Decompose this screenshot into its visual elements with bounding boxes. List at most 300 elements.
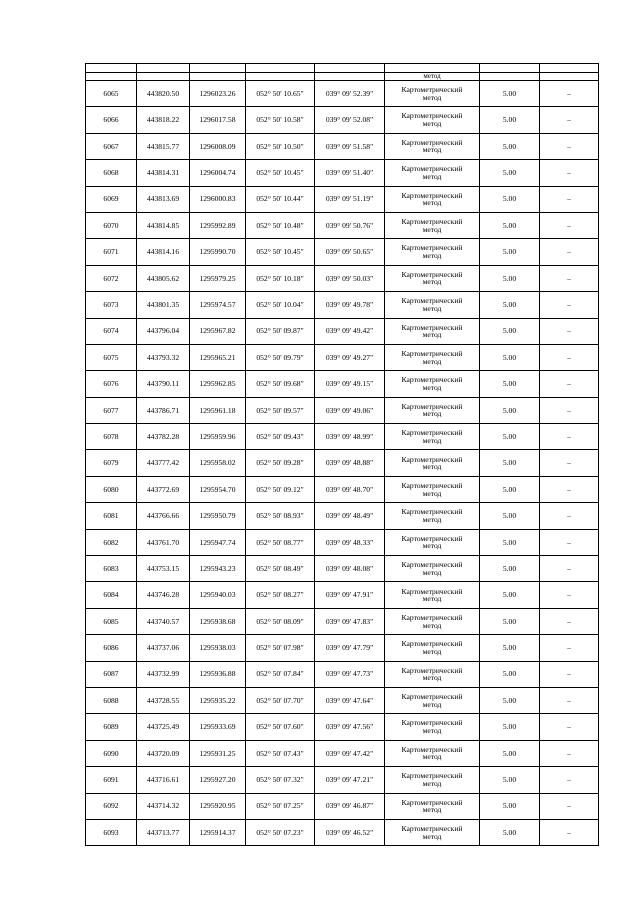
coord-x-cell: 443740.57 (137, 608, 190, 634)
method-line-2: метод (422, 646, 442, 656)
accuracy-cell: 5.00 (480, 239, 540, 265)
method-line-1: Картометрический (401, 269, 463, 279)
note-cell: – (540, 556, 599, 582)
note-cell: – (540, 186, 599, 212)
method-line-2: метод (422, 330, 442, 340)
method-line-1: Картометрический (401, 718, 463, 728)
note-cell: – (540, 740, 599, 766)
method-line-2: метод (422, 778, 442, 788)
accuracy-cell: 5.00 (480, 450, 540, 476)
method-line-2: метод (422, 699, 442, 709)
latitude-cell: 052° 50' 10.58" (246, 107, 315, 133)
table-row (86, 318, 599, 344)
coord-y-cell: 1296017.58 (190, 107, 246, 133)
coord-x-cell: 443777.42 (137, 450, 190, 476)
method-line-1: Картометрический (401, 428, 463, 438)
coord-y-cell: 1295967.82 (190, 318, 246, 344)
method-line-1: Картометрический (401, 454, 463, 464)
point-number-cell: 6088 (86, 687, 137, 713)
latitude-cell: 052° 50' 07.43" (246, 740, 315, 766)
point-number-cell: 6069 (86, 186, 137, 212)
method-line-2: метод (422, 251, 442, 261)
longitude-cell: 039° 09' 49.15" (315, 371, 385, 397)
method-cell (385, 186, 480, 212)
longitude-cell: 039° 09' 49.27" (315, 344, 385, 370)
point-number-cell: 6071 (86, 239, 137, 265)
method-cell (385, 529, 480, 555)
note-cell: – (540, 503, 599, 529)
method-line-1: Картометрический (401, 401, 463, 411)
method-line-1: Картометрический (401, 480, 463, 490)
method-line-1: Картометрический (401, 639, 463, 649)
longitude-cell: 039° 09' 47.73" (315, 661, 385, 687)
method-line-2: метод (422, 409, 442, 419)
method-cell (385, 687, 480, 713)
table-row (86, 212, 599, 238)
accuracy-cell: 5.00 (480, 107, 540, 133)
coord-y-cell: 1295974.57 (190, 292, 246, 318)
method-line-1: Картометрический (401, 375, 463, 385)
longitude-cell: 039° 09' 51.40" (315, 160, 385, 186)
longitude-cell: 039° 09' 52.39" (315, 81, 385, 107)
point-number-cell: 6086 (86, 635, 137, 661)
method-line-2: метод (422, 541, 442, 551)
accuracy-cell: 5.00 (480, 661, 540, 687)
method-cell (385, 503, 480, 529)
method-line-2: метод (422, 726, 442, 736)
method-cell (385, 160, 480, 186)
method-line-2: метод (422, 198, 442, 208)
note-cell: – (540, 107, 599, 133)
longitude-cell: 039° 09' 48.99" (315, 424, 385, 450)
accuracy-cell: 5.00 (480, 397, 540, 423)
note-cell: – (540, 318, 599, 344)
coord-y-cell: 1295938.68 (190, 608, 246, 634)
method-line-2: метод (422, 462, 442, 472)
method-cell (385, 265, 480, 291)
longitude-cell: 039° 09' 49.06" (315, 397, 385, 423)
table-row (86, 133, 599, 159)
coord-x-cell: 443766.66 (137, 503, 190, 529)
coord-y-cell: 1295938.03 (190, 635, 246, 661)
table-header-row (86, 64, 599, 73)
point-number-cell: 6067 (86, 133, 137, 159)
point-number-cell: 6065 (86, 81, 137, 107)
note-cell: – (540, 424, 599, 450)
method-cell (385, 767, 480, 793)
table-row (86, 81, 599, 107)
accuracy-cell: 5.00 (480, 635, 540, 661)
accuracy-cell: 5.00 (480, 133, 540, 159)
point-number-cell: 6082 (86, 529, 137, 555)
longitude-cell: 039° 09' 48.88" (315, 450, 385, 476)
longitude-cell: 039° 09' 47.83" (315, 608, 385, 634)
accuracy-cell: 5.00 (480, 292, 540, 318)
latitude-cell: 052° 50' 09.57" (246, 397, 315, 423)
coord-y-cell: 1296023.26 (190, 81, 246, 107)
method-cell (385, 107, 480, 133)
method-cell (385, 740, 480, 766)
latitude-cell: 052° 50' 07.32" (246, 767, 315, 793)
latitude-cell: 052° 50' 07.25" (246, 793, 315, 819)
coord-x-cell: 443814.85 (137, 212, 190, 238)
method-cell (385, 292, 480, 318)
coord-y-cell: 1295961.18 (190, 397, 246, 423)
note-cell: – (540, 212, 599, 238)
method-line-1: Картометрический (401, 243, 463, 253)
coord-x-cell: 443786.71 (137, 397, 190, 423)
latitude-cell: 052° 50' 08.93" (246, 503, 315, 529)
continuation-cell (190, 73, 246, 81)
latitude-cell: 052° 50' 07.70" (246, 687, 315, 713)
longitude-cell: 039° 09' 47.21" (315, 767, 385, 793)
table-row (86, 687, 599, 713)
coord-y-cell: 1295943.23 (190, 556, 246, 582)
latitude-cell: 052° 50' 10.45" (246, 239, 315, 265)
coord-x-cell: 443732.99 (137, 661, 190, 687)
latitude-cell: 052° 50' 09.43" (246, 424, 315, 450)
coord-y-cell: 1295954.70 (190, 476, 246, 502)
coord-x-cell: 443746.28 (137, 582, 190, 608)
accuracy-cell: 5.00 (480, 714, 540, 740)
latitude-cell: 052° 50' 10.18" (246, 265, 315, 291)
method-cell (385, 635, 480, 661)
point-number-cell: 6085 (86, 608, 137, 634)
longitude-cell: 039° 09' 51.58" (315, 133, 385, 159)
note-cell: – (540, 397, 599, 423)
method-line-2: метод (422, 224, 442, 234)
method-line-1: Картометрический (401, 322, 463, 332)
point-number-cell: 6081 (86, 503, 137, 529)
method-cell (385, 556, 480, 582)
note-cell: – (540, 476, 599, 502)
longitude-cell: 039° 09' 50.76" (315, 212, 385, 238)
method-cell (385, 212, 480, 238)
table-row (86, 635, 599, 661)
method-cell (385, 476, 480, 502)
method-cell (385, 450, 480, 476)
accuracy-cell: 5.00 (480, 212, 540, 238)
point-number-cell: 6076 (86, 371, 137, 397)
table-row (86, 582, 599, 608)
table-row (86, 503, 599, 529)
method-line-1: Картометрический (401, 533, 463, 543)
method-line-2: метод (422, 356, 442, 366)
point-number-cell: 6084 (86, 582, 137, 608)
point-number-cell: 6068 (86, 160, 137, 186)
accuracy-cell: 5.00 (480, 529, 540, 555)
coord-x-cell: 443737.06 (137, 635, 190, 661)
method-line-2: метод (422, 171, 442, 181)
coord-x-cell: 443820.50 (137, 81, 190, 107)
note-cell: – (540, 450, 599, 476)
header-cell (137, 64, 190, 73)
method-line-2: метод (422, 435, 442, 445)
coord-x-cell: 443772.69 (137, 476, 190, 502)
method-line-1: Картометрический (401, 771, 463, 781)
accuracy-cell: 5.00 (480, 476, 540, 502)
accuracy-cell: 5.00 (480, 740, 540, 766)
point-number-cell: 6066 (86, 107, 137, 133)
point-number-cell: 6077 (86, 397, 137, 423)
coord-x-cell: 443713.77 (137, 819, 190, 845)
table-row (86, 714, 599, 740)
note-cell: – (540, 160, 599, 186)
header-cell (315, 64, 385, 73)
coord-y-cell: 1295959.96 (190, 424, 246, 450)
method-line-2: метод (422, 805, 442, 815)
note-cell: – (540, 582, 599, 608)
note-cell: – (540, 793, 599, 819)
accuracy-cell: 5.00 (480, 318, 540, 344)
table-row (86, 371, 599, 397)
table-row (86, 476, 599, 502)
point-number-cell: 6089 (86, 714, 137, 740)
method-line-2: метод (422, 488, 442, 498)
table-row (86, 344, 599, 370)
note-cell: – (540, 687, 599, 713)
latitude-cell: 052° 50' 09.12" (246, 476, 315, 502)
latitude-cell: 052° 50' 07.23" (246, 819, 315, 845)
longitude-cell: 039° 09' 47.79" (315, 635, 385, 661)
table-row (86, 608, 599, 634)
accuracy-cell: 5.00 (480, 687, 540, 713)
note-cell: – (540, 371, 599, 397)
note-cell: – (540, 81, 599, 107)
point-number-cell: 6070 (86, 212, 137, 238)
method-line-1: Картометрический (401, 85, 463, 95)
longitude-cell: 039° 09' 46.87" (315, 793, 385, 819)
point-number-cell: 6087 (86, 661, 137, 687)
header-cell (385, 64, 480, 73)
table-row (86, 107, 599, 133)
table-row (86, 239, 599, 265)
method-line-1: Картометрический (401, 137, 463, 147)
accuracy-cell: 5.00 (480, 81, 540, 107)
coord-y-cell: 1295940.03 (190, 582, 246, 608)
method-line-1: Картометрический (401, 586, 463, 596)
table-row (86, 450, 599, 476)
point-number-cell: 6075 (86, 344, 137, 370)
method-cell (385, 608, 480, 634)
point-number-cell: 6091 (86, 767, 137, 793)
method-cell (385, 81, 480, 107)
coord-x-cell: 443815.77 (137, 133, 190, 159)
accuracy-cell: 5.00 (480, 582, 540, 608)
coord-y-cell: 1295936.88 (190, 661, 246, 687)
method-line-1: Картометрический (401, 824, 463, 834)
continuation-cell (480, 73, 540, 81)
coord-x-cell: 443814.16 (137, 239, 190, 265)
latitude-cell: 052° 50' 10.65" (246, 81, 315, 107)
method-line-2: метод (422, 594, 442, 604)
latitude-cell: 052° 50' 09.87" (246, 318, 315, 344)
coord-x-cell: 443814.31 (137, 160, 190, 186)
coord-x-cell: 443720.09 (137, 740, 190, 766)
longitude-cell: 039° 09' 47.91" (315, 582, 385, 608)
note-cell: – (540, 635, 599, 661)
method-line-1: Картометрический (401, 560, 463, 570)
continuation-method-cell: метод (385, 73, 480, 81)
note-cell: – (540, 608, 599, 634)
accuracy-cell: 5.00 (480, 265, 540, 291)
note-cell: – (540, 529, 599, 555)
method-line-1: Картометрический (401, 217, 463, 227)
point-number-cell: 6079 (86, 450, 137, 476)
header-cell (246, 64, 315, 73)
latitude-cell: 052° 50' 10.45" (246, 160, 315, 186)
method-cell (385, 371, 480, 397)
latitude-cell: 052° 50' 09.79" (246, 344, 315, 370)
note-cell: – (540, 714, 599, 740)
longitude-cell: 039° 09' 50.65" (315, 239, 385, 265)
table-row (86, 424, 599, 450)
method-line-2: метод (422, 831, 442, 841)
coord-y-cell: 1296004.74 (190, 160, 246, 186)
point-number-cell: 6092 (86, 793, 137, 819)
coord-x-cell: 443796.04 (137, 318, 190, 344)
coord-x-cell: 443790.11 (137, 371, 190, 397)
longitude-cell: 039° 09' 50.03" (315, 265, 385, 291)
point-number-cell: 6083 (86, 556, 137, 582)
latitude-cell: 052° 50' 08.09" (246, 608, 315, 634)
accuracy-cell: 5.00 (480, 608, 540, 634)
coord-y-cell: 1295950.79 (190, 503, 246, 529)
table-row (86, 661, 599, 687)
latitude-cell: 052° 50' 09.68" (246, 371, 315, 397)
latitude-cell: 052° 50' 10.50" (246, 133, 315, 159)
method-line-2: метод (422, 92, 442, 102)
latitude-cell: 052° 50' 08.27" (246, 582, 315, 608)
coord-x-cell: 443725.49 (137, 714, 190, 740)
note-cell: – (540, 239, 599, 265)
method-line-1: Картометрический (401, 744, 463, 754)
coord-x-cell: 443782.28 (137, 424, 190, 450)
method-line-2: метод (422, 277, 442, 287)
coordinates-table-body (86, 64, 599, 846)
method-line-2: метод (422, 119, 442, 129)
method-line-1: Картометрический (401, 665, 463, 675)
latitude-cell: 052° 50' 08.49" (246, 556, 315, 582)
note-cell: – (540, 661, 599, 687)
method-cell (385, 397, 480, 423)
coord-x-cell: 443753.15 (137, 556, 190, 582)
method-cell (385, 133, 480, 159)
longitude-cell: 039° 09' 48.70" (315, 476, 385, 502)
table-row (86, 265, 599, 291)
method-cell (385, 582, 480, 608)
method-line-2: метод (422, 620, 442, 630)
method-cell (385, 661, 480, 687)
continuation-cell (540, 73, 599, 81)
table-row (86, 767, 599, 793)
method-line-1: Картометрический (401, 507, 463, 517)
longitude-cell: 039° 09' 52.08" (315, 107, 385, 133)
longitude-cell: 039° 09' 47.64" (315, 687, 385, 713)
longitude-cell: 039° 09' 49.42" (315, 318, 385, 344)
method-line-1: Картометрический (401, 296, 463, 306)
coordinates-table (85, 63, 599, 846)
method-line-2: метод (422, 567, 442, 577)
note-cell: – (540, 767, 599, 793)
table-continuation-row (86, 73, 599, 81)
method-line-1: Картометрический (401, 164, 463, 174)
method-line-1: Картометрический (401, 349, 463, 358)
coord-x-cell: 443805.62 (137, 265, 190, 291)
coord-x-cell: 443716.61 (137, 767, 190, 793)
note-cell: – (540, 819, 599, 845)
method-line-1: Картометрический (401, 111, 463, 121)
coord-x-cell: 443714.32 (137, 793, 190, 819)
accuracy-cell: 5.00 (480, 371, 540, 397)
longitude-cell: 039° 09' 49.78" (315, 292, 385, 318)
coord-y-cell: 1295927.20 (190, 767, 246, 793)
point-number-cell: 6080 (86, 476, 137, 502)
table-row (86, 819, 599, 845)
latitude-cell: 052° 50' 10.04" (246, 292, 315, 318)
method-line-2: метод (422, 673, 442, 683)
coord-y-cell: 1295992.89 (190, 212, 246, 238)
table-row (86, 793, 599, 819)
table-row (86, 186, 599, 212)
coord-y-cell: 1295933.69 (190, 714, 246, 740)
table-row (86, 397, 599, 423)
accuracy-cell: 5.00 (480, 819, 540, 845)
point-number-cell: 6072 (86, 265, 137, 291)
longitude-cell: 039° 09' 51.19" (315, 186, 385, 212)
coord-y-cell: 1295947.74 (190, 529, 246, 555)
table-row (86, 529, 599, 555)
accuracy-cell: 5.00 (480, 556, 540, 582)
coord-y-cell: 1295979.25 (190, 265, 246, 291)
latitude-cell: 052° 50' 09.28" (246, 450, 315, 476)
table-row (86, 556, 599, 582)
note-cell: – (540, 344, 599, 370)
coord-y-cell: 1295958.02 (190, 450, 246, 476)
method-line-1: Картометрический (401, 797, 463, 807)
accuracy-cell: 5.00 (480, 424, 540, 450)
latitude-cell: 052° 50' 07.98" (246, 635, 315, 661)
method-line-2: метод (422, 145, 442, 155)
accuracy-cell: 5.00 (480, 793, 540, 819)
latitude-cell: 052° 50' 10.48" (246, 212, 315, 238)
latitude-cell: 052° 50' 07.84" (246, 661, 315, 687)
method-line-2: метод (422, 303, 442, 313)
method-cell (385, 714, 480, 740)
coord-y-cell: 1296008.09 (190, 133, 246, 159)
point-number-cell: 6093 (86, 819, 137, 845)
accuracy-cell: 5.00 (480, 344, 540, 370)
coord-y-cell: 1295920.95 (190, 793, 246, 819)
coord-x-cell: 443761.70 (137, 529, 190, 555)
header-cell (190, 64, 246, 73)
method-cell (385, 344, 480, 370)
coord-x-cell: 443813.69 (137, 186, 190, 212)
point-number-cell: 6073 (86, 292, 137, 318)
method-line-1: Картометрический (401, 612, 463, 622)
method-line-1: Картометрический (401, 190, 463, 200)
coord-y-cell: 1295965.21 (190, 344, 246, 370)
method-cell (385, 239, 480, 265)
accuracy-cell: 5.00 (480, 767, 540, 793)
coord-y-cell: 1295914.37 (190, 819, 246, 845)
point-number-cell: 6090 (86, 740, 137, 766)
accuracy-cell: 5.00 (480, 186, 540, 212)
continuation-cell (86, 73, 137, 81)
header-cell (480, 64, 540, 73)
coord-y-cell: 1295962.85 (190, 371, 246, 397)
longitude-cell: 039° 09' 48.49" (315, 503, 385, 529)
